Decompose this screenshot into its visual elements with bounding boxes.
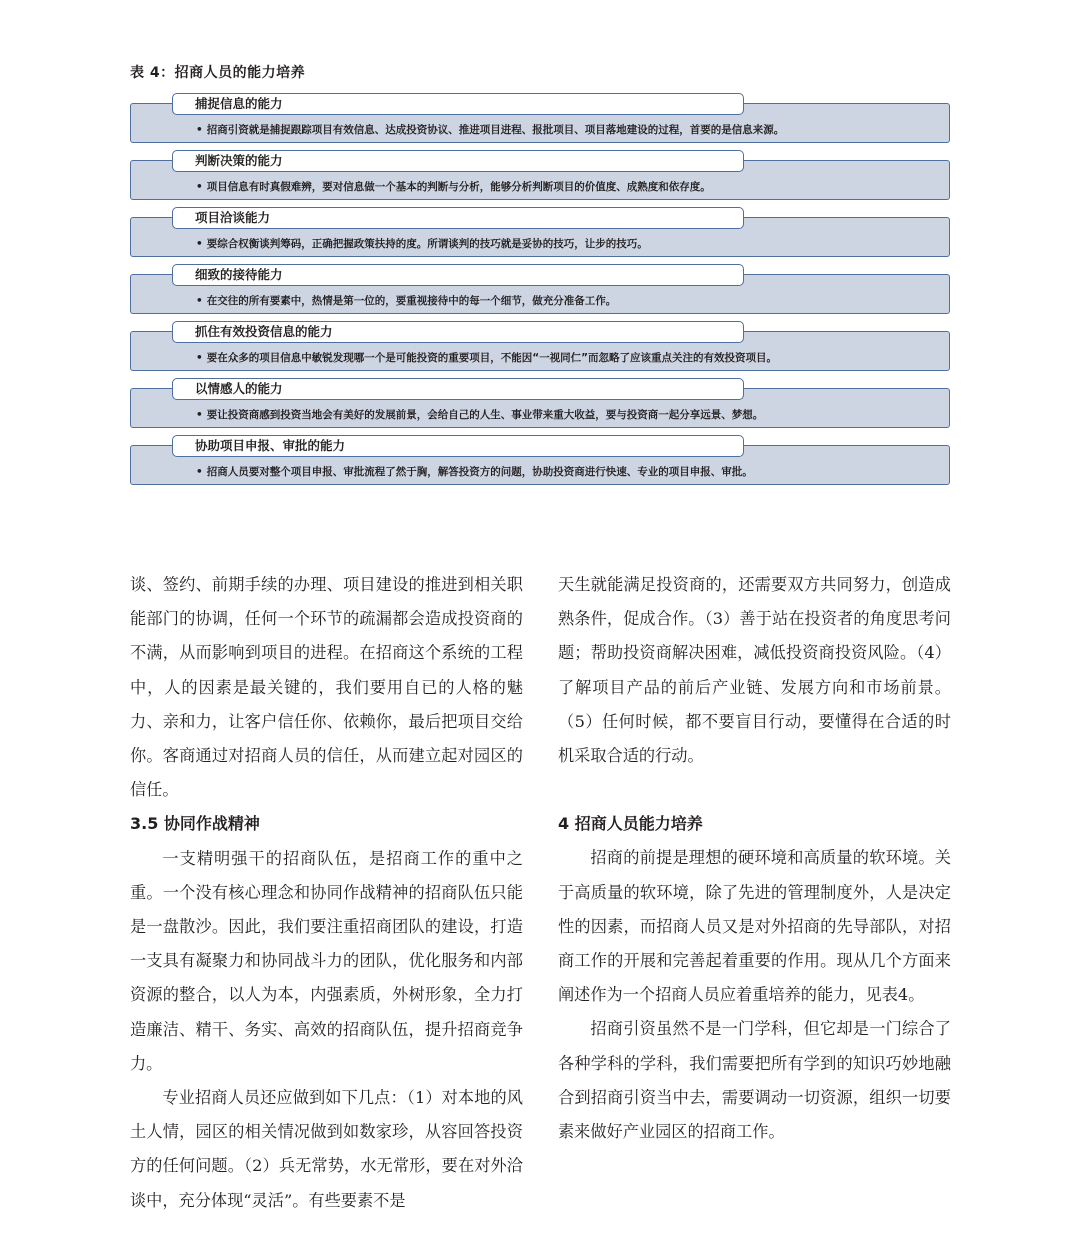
ability-title: 项目洽谈能力: [172, 207, 744, 229]
ability-item: [130, 321, 950, 378]
ability-description: [196, 237, 648, 251]
ability-title: 抓住有效投资信息的能力: [172, 321, 744, 343]
ability-title: 判断决策的能力: [172, 150, 744, 172]
paragraph: 天生就能满足投资商的，还需要双方共同努力，创造成熟条件，促成合作。（3）善于站在投资者的角度思考问题；帮助投资商解决困难，减低投资商投资风险。（4）了解项目产品的前后产业链、发展方向和市场前景。（5）任何时候，都不要盲目行动，要懂得在合适的时机采取合适的行动。: [558, 575, 951, 766]
ability-item: [130, 435, 950, 492]
table-caption: 表 4：招商人员的能力培养: [130, 65, 306, 81]
section-heading: 4 招商人员能力培养: [558, 814, 703, 834]
ability-text: 在交往的所有要素中，热情是第一位的，要重视接待中的每一个细节，做充分准备工作。: [206, 295, 617, 307]
ability-item: [130, 264, 950, 321]
ability-text: 要让投资商感到投资当地会有美好的发展前景，会给自己的人生、事业带来重大收益，要与投资商一起分享远景、梦想。: [206, 409, 764, 421]
ability-title: 细致的接待能力: [172, 264, 744, 286]
ability-description: [196, 294, 616, 308]
ability-description: [196, 408, 763, 422]
bullet: •: [196, 124, 203, 136]
bullet: •: [196, 466, 203, 478]
paragraph: 招商引资虽然不是一门学科，但它却是一门综合了各种学科的学科，我们需要把所有学到的知识巧妙地融合到招商引资当中去，需要调动一切资源，组织一切要素来做好产业园区的招商工作。: [558, 1019, 951, 1142]
bullet: •: [196, 295, 203, 307]
ability-item: [130, 150, 950, 207]
bullet: •: [196, 352, 203, 364]
left-column: [130, 568, 523, 1218]
ability-description: [196, 351, 777, 365]
right-column: [558, 568, 951, 1149]
paragraph: 专业招商人员还应做到如下几点：（1）对本地的风土人情，园区的相关情况做到如数家珍，从容回答投资方的任何问题。（2）兵无常势，水无常形，要在对外洽谈中，充分体现“灵活”。有些要素不是: [130, 1088, 523, 1210]
ability-title: 协助项目申报、审批的能力: [172, 435, 744, 457]
ability-description: [196, 180, 711, 194]
spacer: [558, 773, 951, 807]
bullet: •: [196, 238, 203, 250]
bullet: •: [196, 409, 203, 421]
ability-text: 招商引资就是捕捉跟踪项目有效信息、达成投资协议、推进项目进程、报批项目、项目落地建设的过程，首要的是信息来源。: [206, 124, 785, 136]
ability-item: [130, 93, 950, 150]
ability-description: [196, 123, 784, 137]
ability-title: 以情感人的能力: [172, 378, 744, 400]
paragraph: 一支精明强干的招商队伍，是招商工作的重中之重。一个没有核心理念和协同作战精神的招商队伍只能是一盘散沙。因此，我们要注重招商团队的建设，打造一支具有凝聚力和协同战斗力的团队，优化服务和内部资源的整合，以人为本，内强素质，外树形象，全力打造廉洁、精干、务实、高效的招商队伍，提升招商竞争力。: [130, 848, 523, 1073]
section-heading: 3.5 协同作战精神: [130, 814, 260, 834]
ability-figure: [130, 93, 950, 492]
ability-text: 招商人员要对整个项目申报、审批流程了然于胸，解答投资方的问题，协助投资商进行快速、专业的项目申报、审批。: [206, 466, 753, 478]
ability-description: [196, 465, 753, 479]
paragraph: 招商的前提是理想的硬环境和高质量的软环境。关于高质量的软环境，除了先进的管理制度外，人是决定性的因素，而招商人员又是对外招商的先导部队，对招商工作的开展和完善起着重要的作用。现从几个方面来阐述作为一个招商人员应着重培养的能力，见表4。: [558, 848, 951, 1005]
bullet: •: [196, 181, 203, 193]
ability-text: 要在众多的项目信息中敏锐发现哪一个是可能投资的重要项目，不能因“一视同仁”而忽略了应该重点关注的有效投资项目。: [206, 352, 778, 364]
ability-item: [130, 378, 950, 435]
ability-item: [130, 207, 950, 264]
paragraph: 谈、签约、前期手续的办理、项目建设的推进到相关职能部门的协调，任何一个环节的疏漏都会造成投资商的不满，从而影响到项目的进程。在招商这个系统的工程中，人的因素是最关键的，我们要用自已的人格的魅力、亲和力，让客户信任你、依赖你，最后把项目交给你。客商通过对招商人员的信任，从而建立起对园区的信任。: [130, 575, 523, 800]
ability-text: 要综合权衡谈判筹码，正确把握政策扶持的度。所谓谈判的技巧就是妥协的技巧，让步的技巧。: [206, 238, 648, 250]
ability-title: 捕捉信息的能力: [172, 93, 744, 115]
ability-text: 项目信息有时真假难辨，要对信息做一个基本的判断与分析，能够分析判断项目的价值度、成熟度和依存度。: [206, 181, 711, 193]
